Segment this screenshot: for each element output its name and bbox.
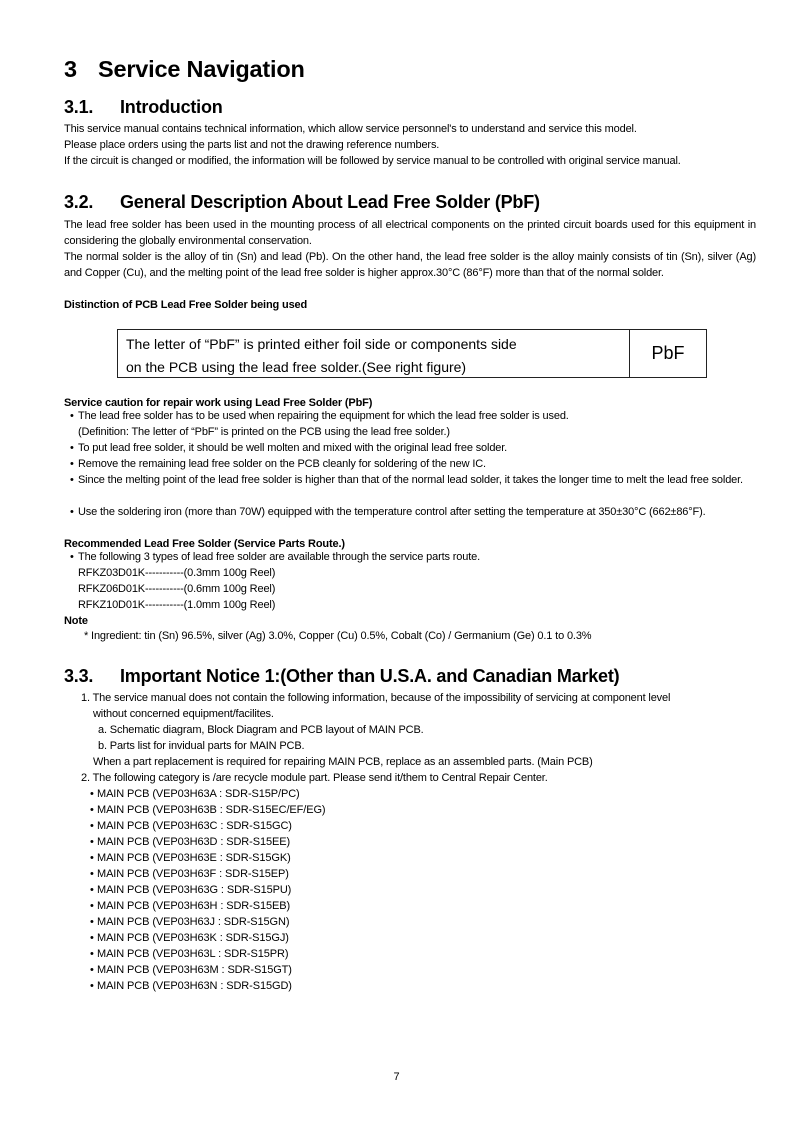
bullet-icon: • [70, 442, 74, 454]
bullet-icon: • [90, 788, 94, 800]
pbf-box-text [118, 330, 630, 377]
module-text: MAIN PCB (VEP03H63J : SDR-S15GN) [97, 916, 290, 928]
module-text: MAIN PCB (VEP03H63G : SDR-S15PU) [97, 884, 292, 896]
solder-part: RFKZ06D01K-----------(0.6mm 100g Reel) [78, 583, 276, 595]
section-title: Important Notice 1:(Other than U.S.A. and Canadian Market) [120, 666, 620, 686]
module-text: MAIN PCB (VEP03H63N : SDR-S15GD) [97, 980, 292, 992]
module-list-item [90, 930, 326, 946]
module-list-item [90, 946, 326, 962]
section-heading-introduction [64, 97, 223, 118]
module-list-item [90, 786, 326, 802]
recommended-intro-text: The following 3 types of lead free solder are available through the service parts route. [78, 551, 480, 563]
module-list-item [90, 834, 326, 850]
module-text: MAIN PCB (VEP03H63M : SDR-S15GT) [97, 964, 292, 976]
module-list-item [90, 802, 326, 818]
caution-text: Use the soldering iron (more than 70W) equipped with the temperature control after setting the temperature at 350±30°C (662±86°F). [78, 506, 706, 518]
bullet-icon: • [90, 836, 94, 848]
module-list-item [90, 866, 326, 882]
bullet-icon: • [90, 804, 94, 816]
chapter-title: Service Navigation [98, 56, 305, 82]
caution-item [70, 472, 756, 488]
module-list-item [90, 882, 326, 898]
module-list-item [90, 818, 326, 834]
module-text: MAIN PCB (VEP03H63K : SDR-S15GJ) [97, 932, 289, 944]
notice-replacement: When a part replacement is required for repairing MAIN PCB, replace as an assembled parts. (Main PCB) [93, 756, 593, 768]
section-title: General Description About Lead Free Solder (PbF) [120, 192, 540, 212]
module-list-item [90, 850, 326, 866]
caution-item-continuation: (Definition: The letter of “PbF” is printed on the PCB using the lead free solder.) [78, 426, 450, 438]
bullet-icon: • [70, 474, 74, 486]
pbf-box-line: The letter of “PbF” is printed either foil side or components side [126, 336, 517, 352]
intro-line: This service manual contains technical information, which allow service personnel's to understand and service this model. [64, 123, 637, 135]
module-text: MAIN PCB (VEP03H63A : SDR-S15P/PC) [97, 788, 300, 800]
section-number: 3.1. [64, 97, 94, 117]
module-text: MAIN PCB (VEP03H63F : SDR-S15EP) [97, 868, 289, 880]
bullet-icon: • [90, 900, 94, 912]
intro-line: Please place orders using the parts list and not the drawing reference numbers. [64, 139, 440, 151]
note-text: * Ingredient: tin (Sn) 96.5%, silver (Ag) 3.0%, Copper (Cu) 0.5%, Cobalt (Co) / Germanium (Ge) 0.1 to 0.3% [84, 630, 592, 642]
page-number: 7 [393, 1071, 400, 1083]
caution-text: To put lead free solder, it should be well molten and mixed with the original lead free solder. [78, 442, 508, 454]
module-text: MAIN PCB (VEP03H63C : SDR-S15GC) [97, 820, 292, 832]
bullet-icon: • [90, 932, 94, 944]
recommended-heading: Recommended Lead Free Solder (Service Parts Route.) [64, 538, 345, 550]
bullet-icon: • [70, 458, 74, 470]
module-list [90, 786, 326, 994]
section-heading-lead-free [64, 192, 540, 213]
module-list-item [90, 898, 326, 914]
bullet-icon: • [90, 916, 94, 928]
module-list-item [90, 962, 326, 978]
module-text: MAIN PCB (VEP03H63D : SDR-S15EE) [97, 836, 291, 848]
pbf-box-line: on the PCB using the lead free solder.(See right figure) [126, 359, 467, 375]
module-text: MAIN PCB (VEP03H63H : SDR-S15EB) [97, 900, 291, 912]
section-number: 3.3. [64, 666, 94, 686]
caution-item [70, 408, 756, 424]
solder-part: RFKZ10D01K-----------(1.0mm 100g Reel) [78, 599, 276, 611]
notice-item-2: 2. The following category is /are recycle module part. Please send it/them to Central Repair Center. [81, 772, 548, 784]
notice-sub-b: b. Parts list for invidual parts for MAIN PCB. [98, 740, 305, 752]
bullet-icon: • [90, 852, 94, 864]
caution-text: Since the melting point of the lead free solder is higher than that of the normal lead solder, it takes the longer time to melt the lead free solder. [78, 474, 743, 486]
bullet-icon: • [70, 410, 74, 422]
lead-free-paragraph-1: The lead free solder has been used in the mounting process of all electrical components on the printed circuit boards used for this equipment in considering the globally environmental conservation. [64, 219, 756, 247]
bullet-icon: • [70, 506, 74, 518]
bullet-icon: • [90, 948, 94, 960]
caution-item [70, 504, 756, 520]
section-heading-important-notice [64, 666, 619, 687]
caution-text: Remove the remaining lead free solder on the PCB cleanly for soldering of the new IC. [78, 458, 486, 470]
module-text: MAIN PCB (VEP03H63B : SDR-S15EC/EF/EG) [97, 804, 326, 816]
notice-item-1: 1. The service manual does not contain the following information, because of the impossibility of servicing at component level [81, 692, 671, 704]
module-list-item [90, 914, 326, 930]
intro-line: If the circuit is changed or modified, the information will be followed by service manual to be controlled with original service manual. [64, 155, 681, 167]
bullet-icon: • [90, 884, 94, 896]
note-heading: Note [64, 615, 88, 627]
module-text: MAIN PCB (VEP03H63L : SDR-S15PR) [97, 948, 289, 960]
notice-sub-a: a. Schematic diagram, Block Diagram and PCB layout of MAIN PCB. [98, 724, 424, 736]
caution-item [70, 456, 486, 472]
solder-part: RFKZ03D01K-----------(0.3mm 100g Reel) [78, 567, 276, 579]
chapter-heading [64, 56, 305, 83]
section-title: Introduction [120, 97, 223, 117]
section-number: 3.2. [64, 192, 94, 212]
module-list-item [90, 978, 326, 994]
bullet-icon: • [90, 820, 94, 832]
module-text: MAIN PCB (VEP03H63E : SDR-S15GK) [97, 852, 291, 864]
chapter-number: 3 [64, 56, 77, 82]
bullet-icon: • [90, 964, 94, 976]
lead-free-paragraph-2: The normal solder is the alloy of tin (Sn) and lead (Pb). On the other hand, the lead free solder is the alloy mainly consists of tin (Sn), silver (Ag) and Copper (Cu), and the melting point of the lead free solder is higher approx.30°C (86°F) more than that of the normal solder. [64, 251, 756, 279]
bullet-icon: • [90, 980, 94, 992]
bullet-icon: • [90, 868, 94, 880]
caution-heading: Service caution for repair work using Lead Free Solder (PbF) [64, 397, 373, 409]
pbf-figure: PbF [651, 343, 685, 363]
bullet-icon: • [70, 551, 74, 563]
distinction-heading: Distinction of PCB Lead Free Solder being used [64, 299, 308, 311]
caution-text: The lead free solder has to be used when repairing the equipment for which the lead free solder is used. [78, 410, 569, 422]
pbf-info-box [117, 329, 707, 378]
recommended-intro [70, 549, 480, 565]
notice-item-1-continuation: without concerned equipment/facilites. [93, 708, 274, 720]
caution-item [70, 440, 507, 456]
